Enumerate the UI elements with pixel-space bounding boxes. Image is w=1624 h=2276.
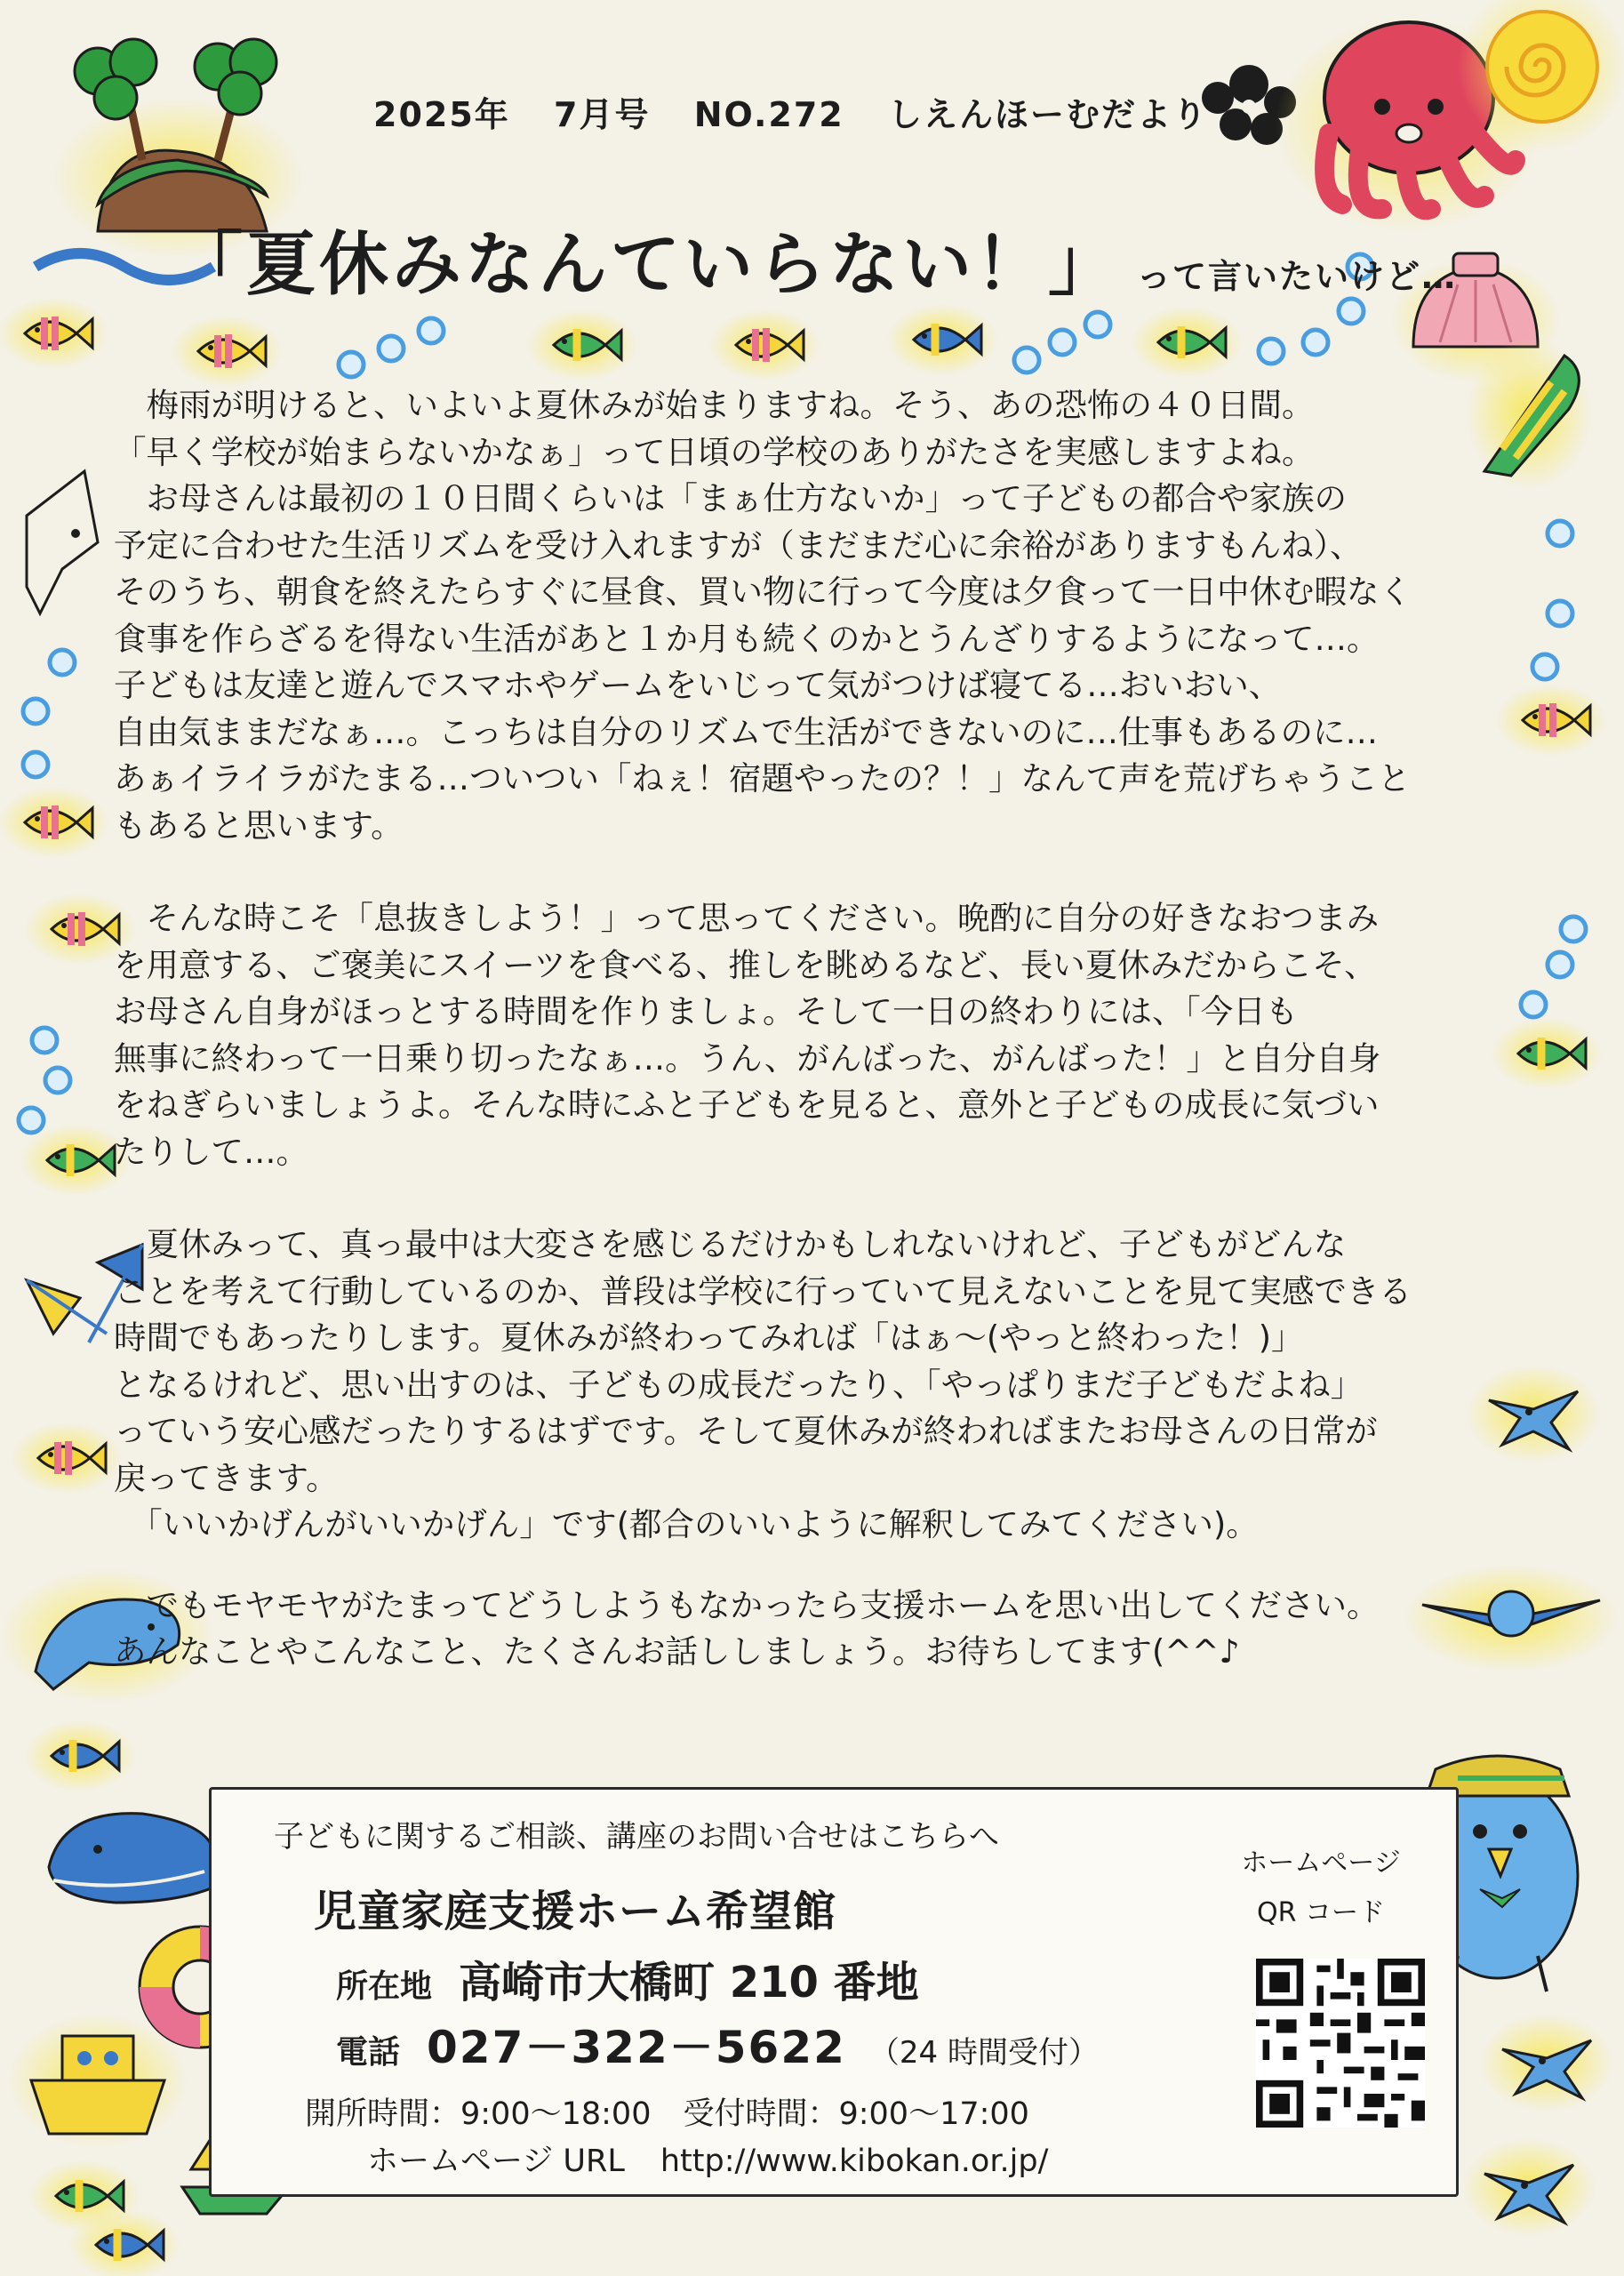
url-row xyxy=(367,2136,1048,2181)
organization-name: 児童家庭支援ホーム希望館 xyxy=(314,1887,837,1936)
issue-header xyxy=(373,87,1227,136)
text-line: 子どもは友達と遊んでスマホやゲームをいじって気がつけば寝てる…おいおい、 xyxy=(114,666,1282,704)
text-line: お母さんは最初の１０日間くらいは「まぁ仕方ないか」って子どもの都合や家族の xyxy=(114,479,1347,517)
hours-row xyxy=(305,2089,1029,2134)
fish-icon xyxy=(527,309,637,381)
text-line: 自由気ままだなぁ…。こっちは自分のリズムで生活ができないのに…仕事もあるのに… xyxy=(114,712,1379,751)
spacer xyxy=(114,849,1518,895)
contact-intro: 子どもに関するご相談、講座のお問い合せはこちらへ xyxy=(274,1819,999,1855)
fish-icon xyxy=(0,787,108,858)
squid-icon xyxy=(27,471,98,613)
qr-label-line-1: ホームページ xyxy=(1241,1847,1401,1879)
homepage-url[interactable]: http://www.kibokan.or.jp/ xyxy=(660,2144,1049,2179)
paragraph-4 xyxy=(114,1583,1518,1676)
article-body xyxy=(114,382,1518,1676)
newsletter-name: しえんほーむだより xyxy=(887,95,1208,134)
text-line: 夏休みって、真っ最中は大変さを感じるだけかもしれないけれど、子どもがどんな xyxy=(114,1225,1347,1263)
page-title xyxy=(173,209,1457,309)
text-line: を用意する、ご褒美にスイーツを食べる、推しを眺めるなど、長い夏休みだからこそ、 xyxy=(114,945,1377,984)
phone-row xyxy=(336,2012,1099,2076)
address-value: 高崎市大橋町 210 番地 xyxy=(459,1958,919,2008)
title-sub: って言いたいけど… xyxy=(1137,257,1458,296)
fish-icon xyxy=(887,304,997,375)
fish-icon xyxy=(25,1720,135,1791)
text-line: あぁイライラがたまる…ついつい「ねぇ！宿題やったの？！」なんて声を荒げちゃうこと xyxy=(114,759,1411,797)
phone-label: 電話 xyxy=(336,2034,401,2071)
url-label: ホームページ URL xyxy=(367,2144,625,2179)
text-line: 戻ってきます。 xyxy=(114,1458,339,1497)
text-line: 予定に合わせた生活リズムを受け入れますが（まだまだ心に余裕がありますもんね）、 xyxy=(114,525,1363,565)
paragraph-2 xyxy=(114,895,1518,1175)
issue-month: 7月号 xyxy=(554,95,651,134)
bird-icon xyxy=(1462,2138,1596,2236)
text-line: ことを考えて行動しているのか、普段は学校に行っていて見えないことを見て実感できる xyxy=(114,1271,1412,1310)
phone-number[interactable]: 027－322－5622 xyxy=(427,2022,846,2073)
fish-icon xyxy=(172,316,282,387)
paragraph-3 xyxy=(114,1222,1518,1549)
text-line: 無事に終わって一日乗り切ったなぁ…。うん、がんばった、がんばった！」と自分自身 xyxy=(114,1038,1381,1078)
text-line: あんなことやこんなこと、たくさんお話ししましょう。お待ちしてます(^^♪ xyxy=(114,1632,1240,1671)
qr-label-line-2: QR コード xyxy=(1257,1897,1385,1928)
address-label: 所在地 xyxy=(336,1968,433,2005)
issue-year: 2025年 xyxy=(373,95,510,134)
phone-note: （24 時間受付） xyxy=(868,2035,1099,2071)
spacer xyxy=(114,1175,1518,1222)
text-line: 時間でもあったりします。夏休みが終わってみれば「はぁ～(やっと終わった！)」 xyxy=(114,1318,1304,1357)
text-line: そのうち、朝食を終えたらすぐに昼食、買い物に行って今度は夕食って一日中休む暇なく xyxy=(114,573,1412,611)
qr-label xyxy=(1232,1839,1410,1938)
text-line: たりして…。 xyxy=(114,1132,308,1171)
text-line: 梅雨が明けると、いよいよ夏休みが始まりますね。そう、あの恐怖の４０日間。 xyxy=(114,386,1315,424)
text-line: 「いいかげんがいいかげん」です(都合のいいように解釈してみてください)。 xyxy=(114,1505,1259,1543)
spacer xyxy=(114,1549,1518,1583)
text-line: でもモヤモヤがたまってどうしようもなかったら支援ホームを思い出してください。 xyxy=(114,1585,1380,1624)
text-line: っていう安心感だったりするはずです。そして夏休みが終わればまたお母さんの日常が xyxy=(114,1412,1378,1450)
bird-icon xyxy=(1480,2014,1613,2112)
text-line: お母さん自身がほっとする時間を作りましょ。そして一日の終わりには、「今日も xyxy=(114,992,1299,1030)
qr-code[interactable] xyxy=(1256,1959,1425,2128)
fish-icon xyxy=(709,309,820,381)
paragraph-1 xyxy=(114,382,1518,849)
text-line: をねぎらいましょうよ。そんな時にふと子どもを見ると、意外と子どもの成長に気づい xyxy=(114,1086,1380,1124)
contact-info-box xyxy=(209,1787,1459,2197)
fish-icon xyxy=(0,298,108,369)
text-line: 食事を作らざるを得ない生活があと１か月も続くのかとうんざりするようになって…。 xyxy=(114,619,1380,658)
fish-icon xyxy=(12,1422,122,1494)
text-line: もあると思います。 xyxy=(114,805,404,845)
open-hours: 開所時間：9:00～18:00 xyxy=(305,2096,652,2132)
boat-icon xyxy=(9,2014,187,2147)
text-line: となるけれど、思い出すのは、子どもの成長だったり、「やっぱりまだ子どもだよね」 xyxy=(114,1365,1364,1404)
issue-number: NO.272 xyxy=(693,95,844,134)
text-line: 「早く学校が始まらないかなぁ」って日頃の学校のありがたさを実感しますよね。 xyxy=(114,432,1315,471)
fish-icon xyxy=(1132,307,1242,378)
title-main: 「夏休みなんていらない！」 xyxy=(173,225,1122,305)
address-row xyxy=(336,1948,919,2009)
reception-hours: 受付時間：9:00～17:00 xyxy=(683,2096,1029,2132)
text-line: そんな時こそ「息抜きしよう！」って思ってください。晩酌に自分の好きなおつまみ xyxy=(114,899,1380,937)
